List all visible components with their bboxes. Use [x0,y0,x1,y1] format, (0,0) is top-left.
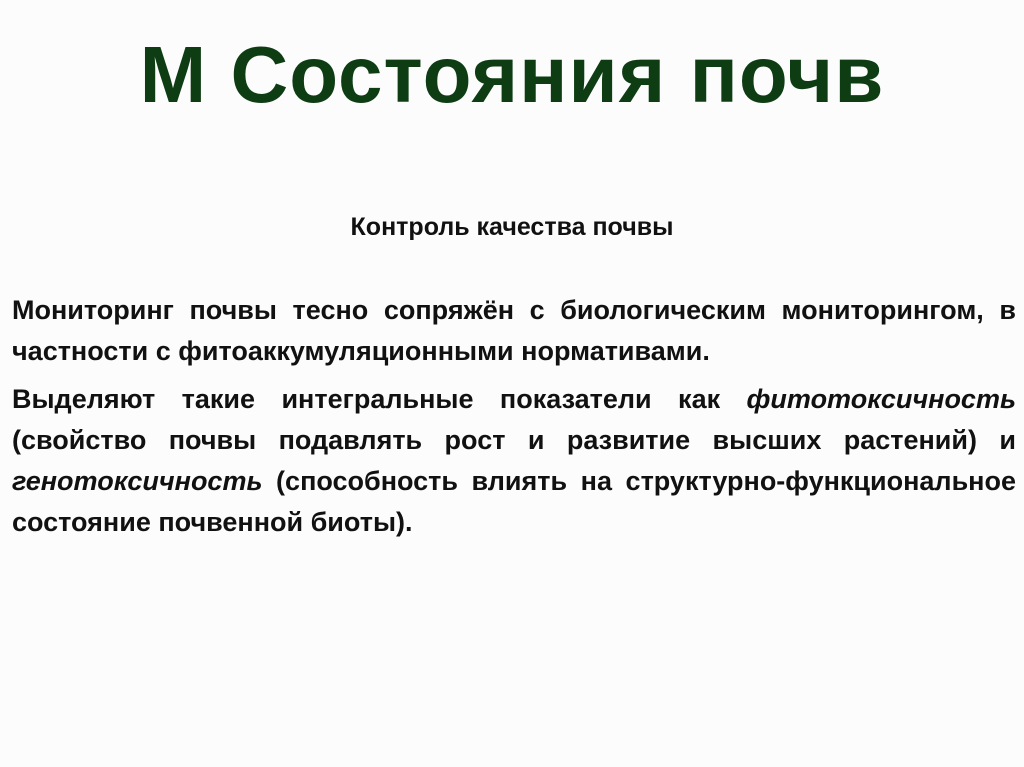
paragraph-indicators-text-1: Выделяют такие интегральные показатели как [12,384,747,414]
slide-subtitle: Контроль качества почвы [350,213,674,241]
paragraph-indicators [12,379,1016,543]
slide-title: М Состояния почв [139,30,885,119]
term-genotoxicity: генотоксичность [12,466,263,496]
term-phytotoxicity: фитотоксичность [746,384,1016,414]
slide-body [12,290,1016,543]
paragraph-monitoring: Мониторинг почвы тесно сопряжён с биологическим мониторингом, в частности с фитоаккумуляционными нормативами. [12,295,1016,366]
paragraph-indicators-text-2: (свойство почвы подавлять рост и развитие высших растений) и [12,425,1016,455]
paragraph-indicators-text-3: (способность влиять на структурно-функциональное состояние почвенной биоты). [12,466,1016,537]
